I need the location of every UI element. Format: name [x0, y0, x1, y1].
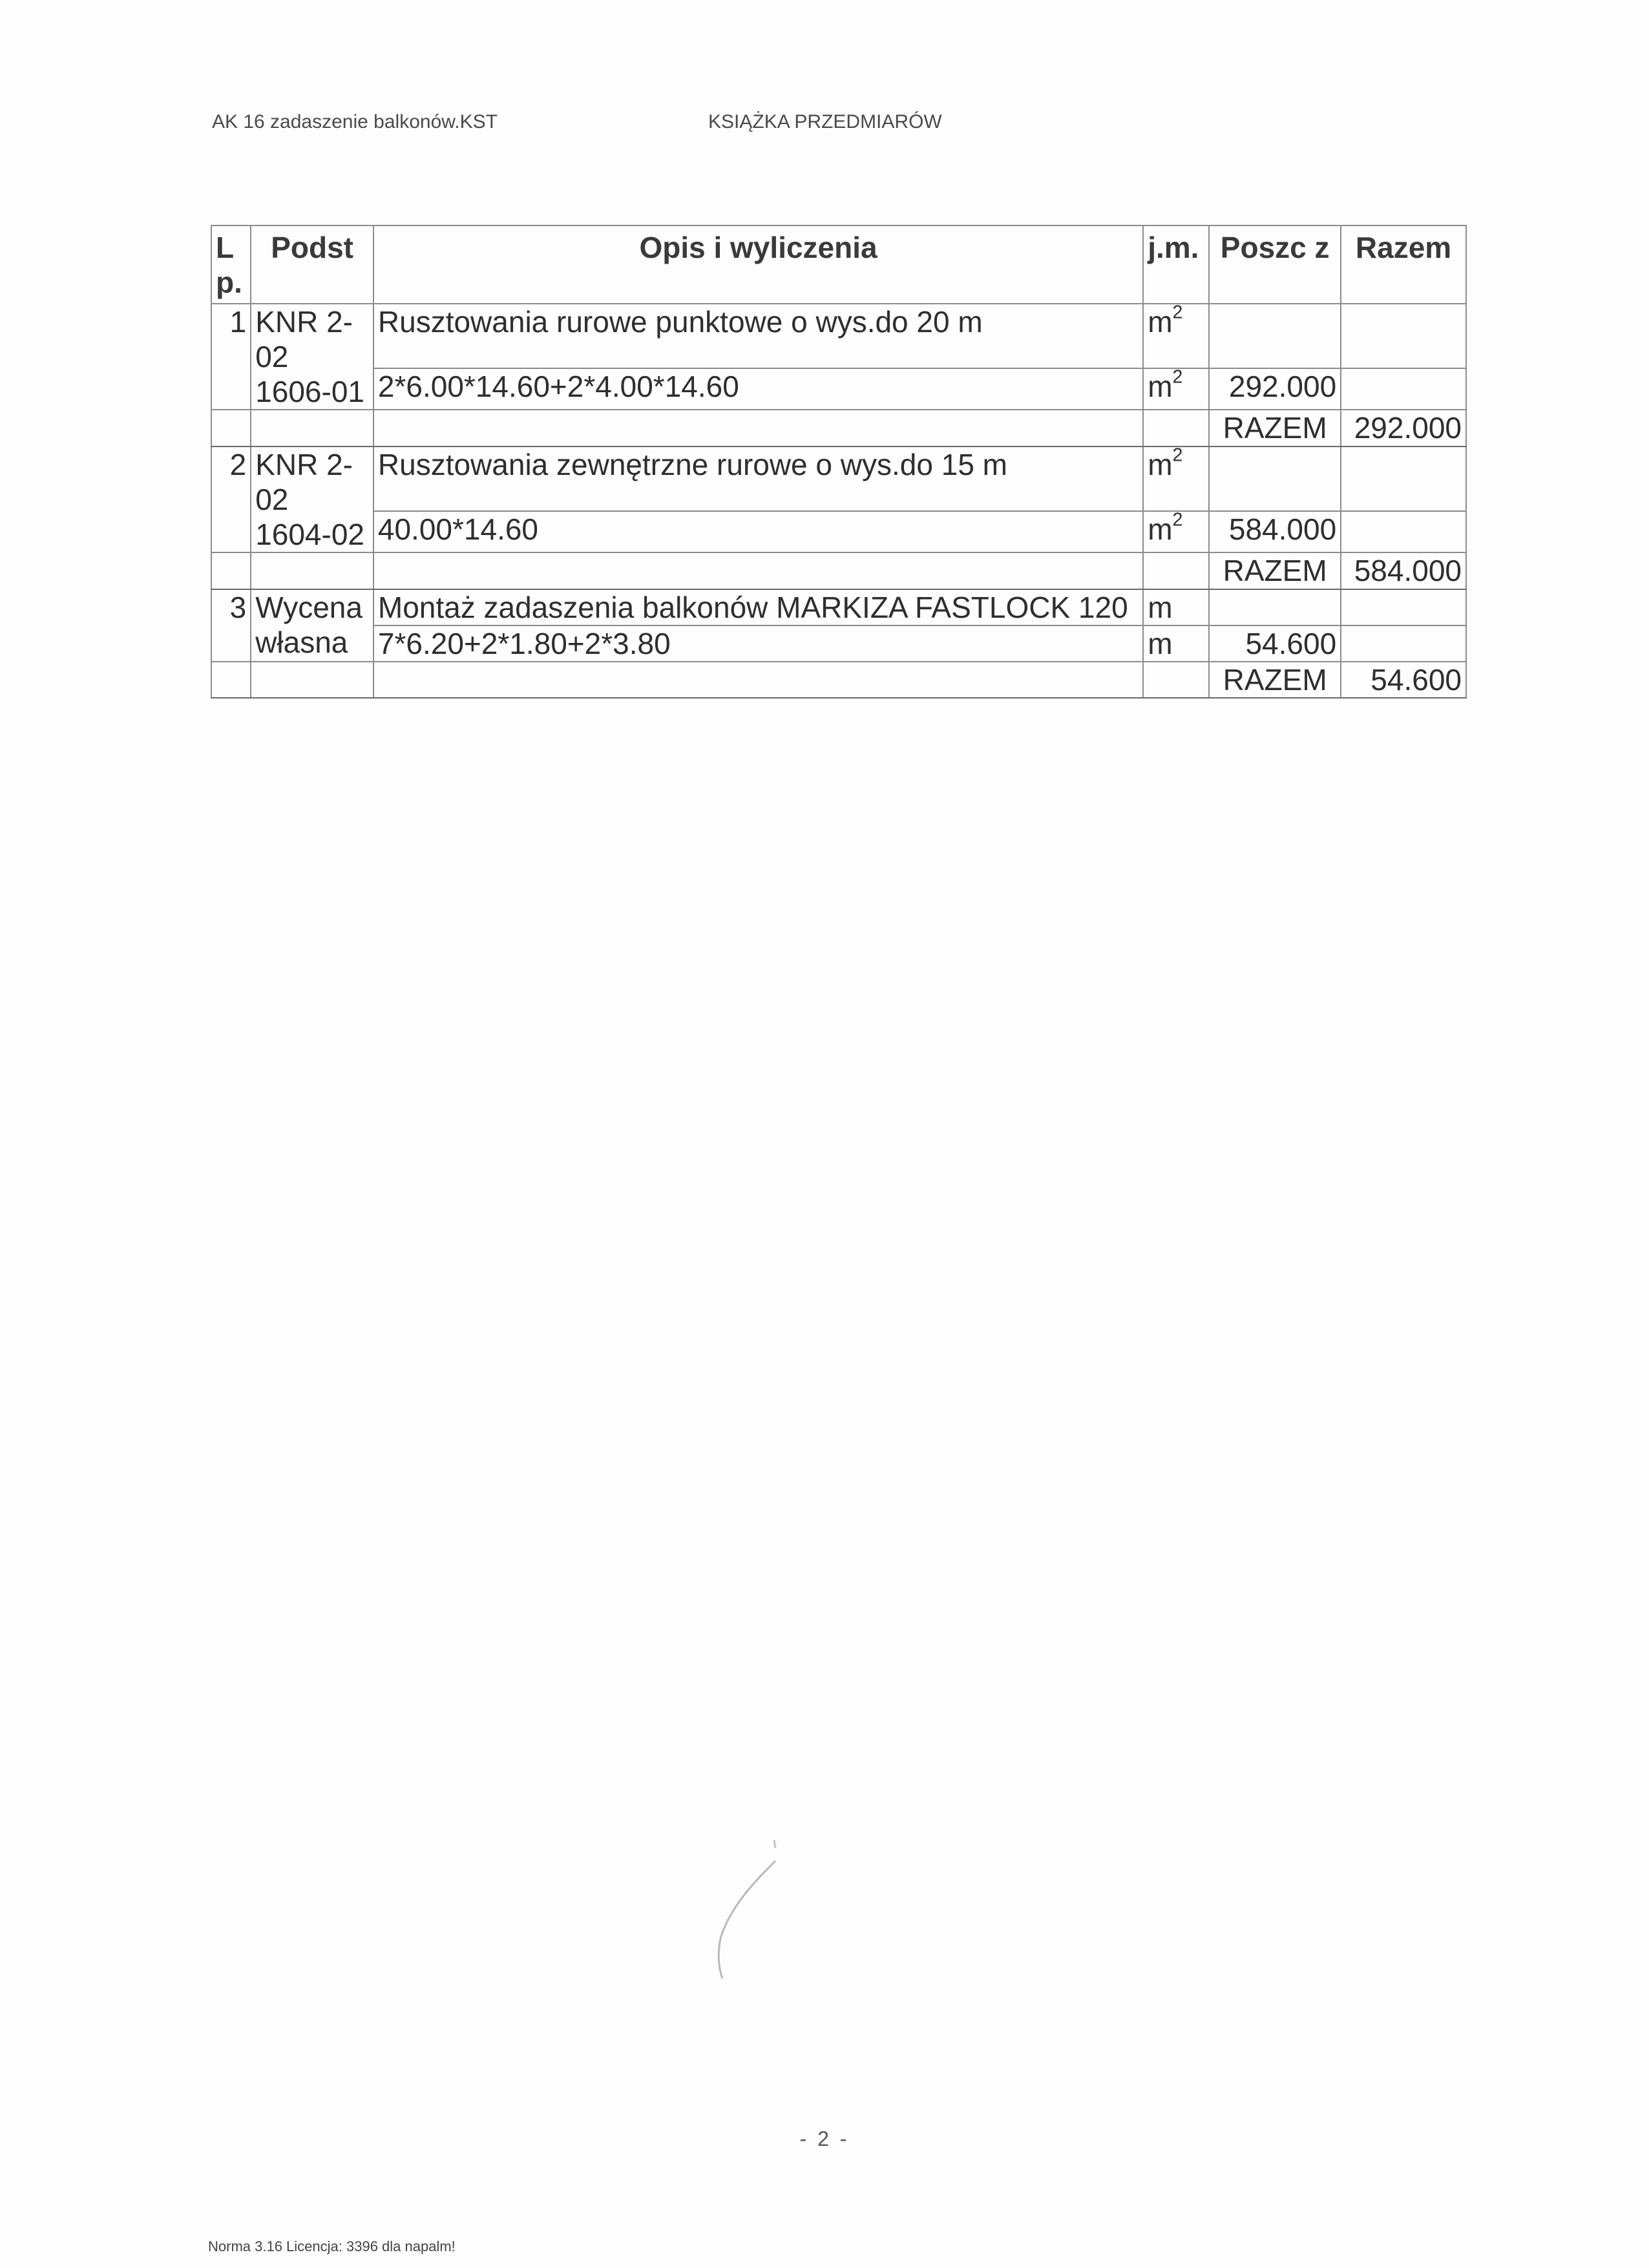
column-header-jm: j.m. [1143, 226, 1209, 304]
column-header-opis: Opis i wyliczenia [373, 226, 1143, 304]
item-quantity: 584.000 [1209, 511, 1341, 553]
item-unit-exponent: 2 [1172, 445, 1183, 466]
total-label: RAZEM [1209, 410, 1341, 446]
page-number: - 2 - [799, 2127, 850, 2150]
item-unit [1143, 446, 1209, 511]
item-unit-exponent: 2 [1172, 302, 1183, 323]
calc-unit-base: m [1148, 369, 1173, 403]
item-quantity: 292.000 [1209, 368, 1341, 410]
item-unit-base: m [1148, 447, 1173, 481]
item-unit-base: m [1148, 590, 1173, 624]
item-unit [1143, 304, 1209, 368]
total-value: 584.000 [1341, 552, 1466, 589]
item-calculation: 40.00*14.60 [373, 511, 1143, 553]
calc-unit [1143, 368, 1209, 410]
license-footer: Norma 3.16 Licencja: 3396 dla napalm! [208, 2238, 456, 2254]
table-row [211, 446, 1466, 511]
table-row [211, 589, 1466, 625]
item-calculation: 7*6.20+2*1.80+2*3.80 [373, 625, 1143, 662]
item-number: 2 [211, 446, 251, 553]
item-description: Rusztowania rurowe punktowe o wys.do 20 m [373, 304, 1143, 368]
total-label: RAZEM [1209, 552, 1341, 589]
bill-of-quantities-table [211, 225, 1467, 698]
calc-unit-exponent: 2 [1172, 509, 1183, 530]
calc-unit [1143, 625, 1209, 662]
calc-unit [1143, 511, 1209, 553]
item-unit [1143, 589, 1209, 625]
table-row [211, 304, 1466, 368]
item-quantity: 54.600 [1209, 625, 1341, 662]
item-basis: KNR 2-02 1604-02 [251, 446, 373, 553]
item-number: 1 [211, 304, 251, 410]
table-row [211, 511, 1466, 553]
column-header-lp: L p. [211, 226, 251, 304]
table-row [211, 662, 1466, 698]
column-header-poszcz: Poszc z [1209, 226, 1341, 304]
column-header-podst: Podst [251, 226, 373, 304]
table-row [211, 625, 1466, 662]
table-row [211, 368, 1466, 410]
total-value: 292.000 [1341, 410, 1466, 446]
total-label: RAZEM [1209, 662, 1341, 698]
item-number: 3 [211, 589, 251, 662]
scan-pen-mark [704, 1835, 782, 1990]
column-header-razem: Razem [1341, 226, 1466, 304]
calc-unit-exponent: 2 [1172, 366, 1183, 388]
calc-unit-base: m [1148, 512, 1173, 546]
item-calculation: 2*6.00*14.60+2*4.00*14.60 [373, 368, 1143, 410]
item-description: Rusztowania zewnętrzne rurowe o wys.do 15 m [373, 446, 1143, 511]
total-value: 54.600 [1341, 662, 1466, 698]
calc-unit-base: m [1148, 626, 1173, 660]
page-header [212, 111, 1440, 143]
item-basis: KNR 2-02 1606-01 [251, 304, 373, 410]
item-description: Montaż zadaszenia balkonów MARKIZA FASTLOCK 120 [373, 589, 1143, 625]
table-header-row [211, 226, 1466, 304]
table-row [211, 552, 1466, 589]
table-row [211, 410, 1466, 446]
item-basis: Wycena własna [251, 589, 373, 662]
book-title: KSIĄŻKA PRZEDMIARÓW [708, 111, 942, 132]
item-unit-base: m [1148, 304, 1173, 339]
file-name: AK 16 zadaszenie balkonów.KST [212, 111, 498, 132]
